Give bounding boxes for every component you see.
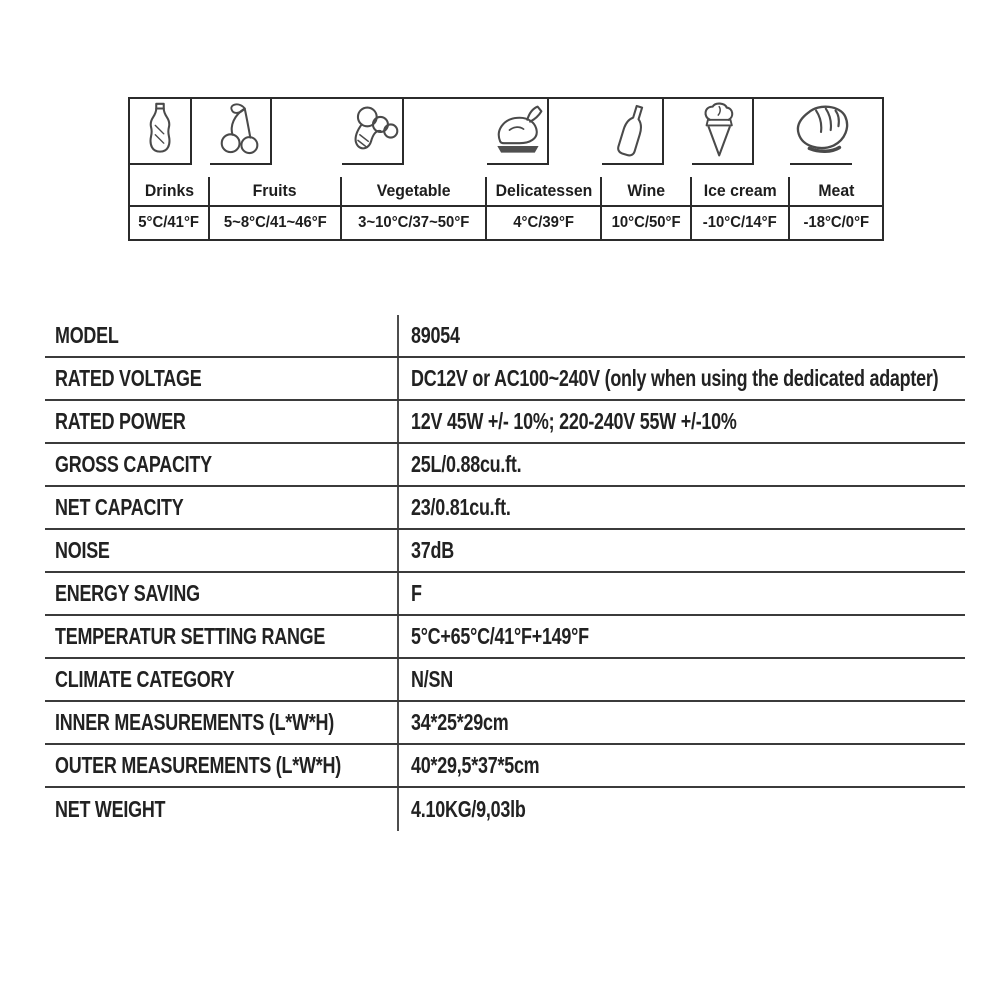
food-temp-text: -18°C/0°F bbox=[803, 214, 869, 231]
food-category-label: Ice cream bbox=[703, 181, 777, 200]
food-temp-cell bbox=[487, 207, 602, 239]
spec-value-text: 4.10KG/9,03lb bbox=[411, 796, 526, 822]
spec-value-cell bbox=[397, 530, 965, 571]
food-category-label: Delicatessen bbox=[495, 181, 592, 200]
spec-row bbox=[45, 530, 965, 573]
spec-value-text: 40*29,5*37*5cm bbox=[411, 752, 540, 778]
food-icon-cell bbox=[790, 99, 852, 165]
spec-value-text: 23/0.81cu.ft. bbox=[411, 494, 511, 520]
spec-label-text: MODEL bbox=[55, 322, 119, 348]
spec-value-text: N/SN bbox=[411, 666, 453, 692]
spec-value-text: 12V 45W +/- 10%; 220-240V 55W +/-10% bbox=[411, 408, 737, 434]
spec-row bbox=[45, 444, 965, 487]
spec-label-cell bbox=[45, 702, 397, 743]
spec-value-text: 5°C+65°C/41°F+149°F bbox=[411, 623, 589, 649]
spec-row bbox=[45, 358, 965, 401]
spec-value-text: F bbox=[411, 580, 422, 606]
food-temp-text: 4°C/39°F bbox=[513, 214, 574, 231]
spec-label-text: NET CAPACITY bbox=[55, 494, 184, 520]
food-label-cell bbox=[790, 177, 882, 207]
wine-bottle-icon bbox=[602, 99, 662, 164]
spec-value-cell bbox=[397, 702, 965, 743]
spec-label-cell bbox=[45, 315, 397, 356]
spec-label-cell bbox=[45, 745, 397, 786]
spec-row bbox=[45, 745, 965, 788]
drink-bottle-icon bbox=[130, 99, 190, 164]
spec-value-cell bbox=[397, 444, 965, 485]
spec-row bbox=[45, 315, 965, 358]
food-category-label: Wine bbox=[627, 181, 665, 200]
spec-row bbox=[45, 487, 965, 530]
food-temp-text: -10°C/14°F bbox=[703, 214, 777, 231]
spec-value-text: 34*25*29cm bbox=[411, 709, 509, 735]
food-temp-text: 10°C/50°F bbox=[611, 214, 681, 231]
food-icon-cell bbox=[692, 99, 754, 165]
steak-icon bbox=[790, 99, 852, 164]
spec-label-text: RATED VOLTAGE bbox=[55, 365, 202, 391]
spec-label-cell bbox=[45, 616, 397, 657]
spec-value-cell bbox=[397, 616, 965, 657]
spec-row bbox=[45, 573, 965, 616]
food-icon-cell bbox=[487, 99, 549, 165]
food-label-cell bbox=[692, 177, 790, 207]
spec-value-text: 37dB bbox=[411, 537, 454, 563]
food-label-cell bbox=[210, 177, 342, 207]
food-icon-cell bbox=[342, 99, 404, 165]
spec-value-text: DC12V or AC100~240V (only when using the dedicated adapter) bbox=[411, 365, 939, 391]
spec-label-cell bbox=[45, 659, 397, 700]
food-temp-cell bbox=[130, 207, 210, 239]
food-label-cell bbox=[487, 177, 602, 207]
food-temp-cell bbox=[602, 207, 692, 239]
spec-row bbox=[45, 401, 965, 444]
spec-label-cell bbox=[45, 401, 397, 442]
food-temp-text: 3~10°C/37~50°F bbox=[357, 214, 470, 231]
spec-value-cell bbox=[397, 401, 965, 442]
roast-chicken-icon bbox=[487, 99, 547, 164]
broccoli-icon bbox=[342, 99, 402, 164]
spec-label-text: CLIMATE CATEGORY bbox=[55, 666, 235, 692]
food-temp-text: 5~8°C/41~46°F bbox=[223, 214, 327, 231]
spec-value-text: 25L/0.88cu.ft. bbox=[411, 451, 522, 477]
food-category-label: Meat bbox=[817, 181, 855, 200]
spec-label-text: RATED POWER bbox=[55, 408, 186, 434]
food-category-label: Fruits bbox=[253, 181, 297, 200]
spec-label-text: NET WEIGHT bbox=[55, 796, 166, 822]
spec-value-cell bbox=[397, 487, 965, 528]
spec-label-text: NOISE bbox=[55, 537, 110, 563]
spec-row bbox=[45, 659, 965, 702]
spec-label-text: INNER MEASUREMENTS (L*W*H) bbox=[55, 709, 334, 735]
food-category-table bbox=[128, 97, 884, 241]
food-temp-cell bbox=[790, 207, 882, 239]
spec-label-cell bbox=[45, 573, 397, 614]
food-category-label: Vegetable bbox=[376, 181, 451, 200]
spec-label-text: OUTER MEASUREMENTS (L*W*H) bbox=[55, 752, 341, 778]
spec-row bbox=[45, 616, 965, 659]
food-category-label: Drinks bbox=[144, 181, 194, 200]
spec-label-cell bbox=[45, 444, 397, 485]
food-temp-cell bbox=[210, 207, 342, 239]
spec-value-cell bbox=[397, 788, 965, 831]
spec-table bbox=[45, 315, 965, 831]
spec-label-cell bbox=[45, 487, 397, 528]
spec-label-cell bbox=[45, 788, 397, 831]
food-icon-cell bbox=[130, 99, 192, 165]
food-label-cell bbox=[342, 177, 487, 207]
spec-label-cell bbox=[45, 530, 397, 571]
food-temp-cell bbox=[342, 207, 487, 239]
spec-label-text: ENERGY SAVING bbox=[55, 580, 200, 606]
spec-label-text: GROSS CAPACITY bbox=[55, 451, 212, 477]
food-temp-text: 5°C/41°F bbox=[138, 214, 200, 231]
spec-row bbox=[45, 702, 965, 745]
spec-label-cell bbox=[45, 358, 397, 399]
spec-label-text: TEMPERATUR SETTING RANGE bbox=[55, 623, 326, 649]
food-icon-cell bbox=[210, 99, 272, 165]
spec-value-cell bbox=[397, 659, 965, 700]
food-icon-cell bbox=[602, 99, 664, 165]
spec-value-cell bbox=[397, 573, 965, 614]
food-label-cell bbox=[602, 177, 692, 207]
spec-value-cell bbox=[397, 315, 965, 356]
spec-row bbox=[45, 788, 965, 831]
spec-value-cell bbox=[397, 358, 965, 399]
food-temp-cell bbox=[692, 207, 790, 239]
spec-value-cell bbox=[397, 745, 965, 786]
food-label-cell bbox=[130, 177, 210, 207]
ice-cream-cone-icon bbox=[692, 99, 752, 164]
spec-value-text: 89054 bbox=[411, 322, 460, 348]
cherries-icon bbox=[210, 99, 270, 164]
